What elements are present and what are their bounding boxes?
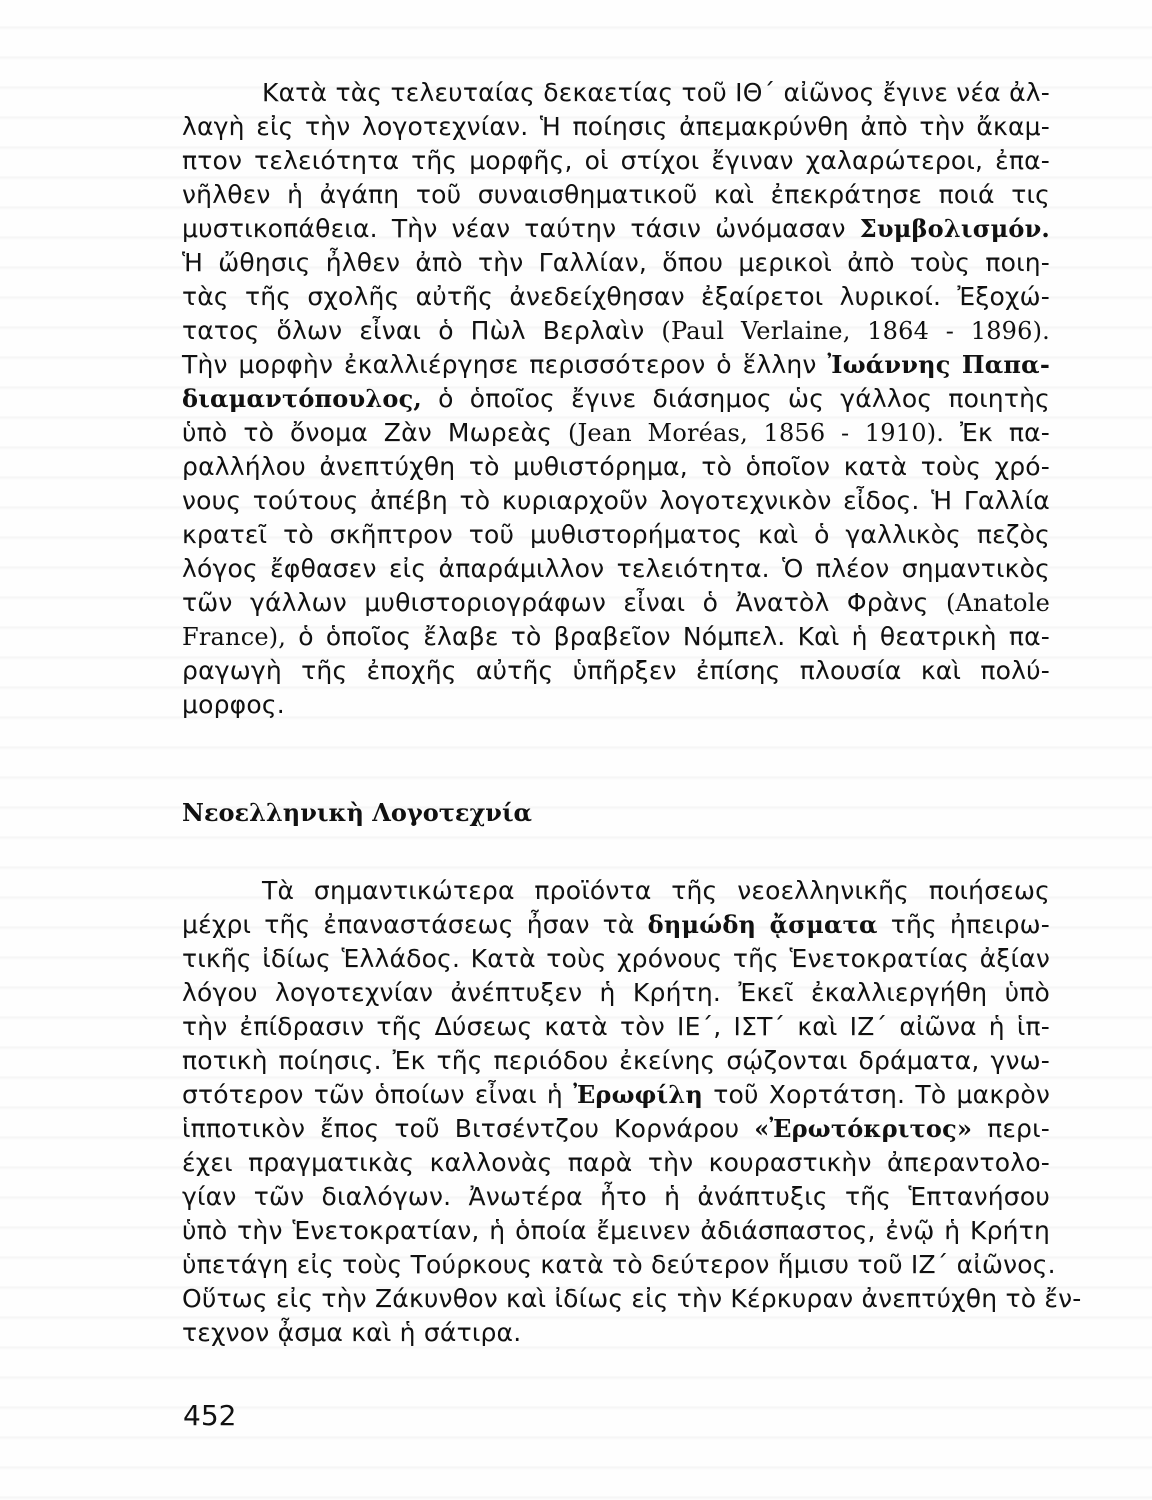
text-line: τεχνον ᾆσμα καὶ ἡ σάτιρα. — [182, 1318, 522, 1347]
page-number: 452 — [183, 1399, 237, 1432]
name-papadiamantopoulos-2: διαμαντόπουλος, — [182, 384, 422, 413]
text-line: κρατεῖ τὸ σκῆπτρον τοῦ μυθιστορήματος καὶ ὁ γαλλικὸς πεζὸς — [182, 520, 1050, 549]
section-heading: Νεοελληνικὴ Λογοτεχνία — [182, 798, 533, 827]
text-fragment: τοῦ Χορτάτση. Τὸ μακρὸν — [703, 1080, 1050, 1109]
text-line — [182, 348, 1050, 382]
text-line: πτον τελειότητα τῆς μορφῆς, οἱ στίχοι ἔγιναν χαλαρώτεροι, ἐπα- — [182, 146, 1050, 175]
text-line — [182, 1112, 1050, 1146]
text-fragment: ἱπποτικὸν ἔπος τοῦ Βιτσέντζου Κορνάρου — [182, 1114, 755, 1143]
text-fragment: μυστικοπάθεια. Τὴν νέαν ταύτην τάσιν ὠνόμασαν — [182, 214, 860, 243]
text-line: νους τούτους ἀπέβη τὸ κυριαρχοῦν λογοτεχνικὸν εἶδος. Ἡ Γαλλία — [182, 486, 1050, 515]
text-line — [182, 212, 1050, 246]
text-line: τὴν ἐπίδρασιν τῆς Δύσεως κατὰ τὸν ΙΕ΄, ΙΣΤ΄ καὶ ΙΖ΄ αἰῶνα ἡ ἱπ- — [182, 1012, 1050, 1041]
text-fragment: ὁ ὁποῖος ἔγινε διάσημος ὡς γάλλος ποιητὴς — [421, 384, 1050, 413]
text-line — [182, 314, 1050, 348]
text-line: ποτικὴ ποίησις. Ἐκ τῆς περιόδου ἐκείνης σῴζονται δράματα, γνω- — [182, 1046, 1050, 1075]
text-fragment: τατος ὅλων εἶναι ὁ Πὼλ Βερλαὶν — [182, 316, 662, 345]
text-line: Οὕτως εἰς τὴν Ζάκυνθον καὶ ἰδίως εἰς τὴν Κέρκυραν ἀνεπτύχθη τὸ ἔν- — [182, 1284, 1082, 1313]
term-symbolism: Συμβολισμόν. — [859, 214, 1050, 243]
text-fragment: στότερον τῶν ὁποίων εἶναι ἡ — [182, 1080, 574, 1109]
text-line: έχει πραγματικὰς καλλονὰς παρὰ τὴν κουραστικὴν ἀπεραντολο- — [182, 1148, 1050, 1177]
text-line: νῆλθεν ἡ ἀγάπη τοῦ συναισθηματικοῦ καὶ ἐπεκράτησε ποιά τις — [182, 180, 1050, 209]
text-line — [182, 416, 1050, 450]
latin-name-moreas: (Jean Moréas, 1856 - 1910). — [568, 419, 945, 447]
text-line: ὑπὸ τὴν Ἑνετοκρατίαν, ἡ ὁποία ἔμεινεν ἀδιάσπαστος, ἐνῷ ἡ Κρήτη — [182, 1216, 1050, 1245]
text-line: Ἡ ὤθησις ἦλθεν ἀπὸ τὴν Γαλλίαν, ὅπου μερικοὶ ἀπὸ τοὺς ποιη- — [182, 248, 1050, 277]
name-papadiamantopoulos-1: Ἰωάννης Παπα- — [827, 350, 1050, 379]
latin-name-france-2: France), — [182, 623, 287, 651]
text-line: τικῆς ἰδίως Ἑλλάδος. Κατὰ τοὺς χρόνους τῆς Ἑνετοκρατίας ἀξίαν — [182, 944, 1050, 973]
text-fragment: ὁ ὁποῖος ἔλαβε τὸ βραβεῖον Νόμπελ. Καὶ ἡ θεατρικὴ πα- — [286, 622, 1050, 651]
text-fragment: ὑπὸ τὸ ὄνομα Ζὰν Μωρεὰς — [182, 418, 569, 447]
text-line: μορφος. — [182, 690, 285, 719]
text-line: Τὰ σημαντικώτερα προϊόντα τῆς νεοελληνικῆς ποιήσεως — [262, 876, 1050, 905]
text-fragment: περι- — [972, 1114, 1050, 1143]
text-line — [182, 620, 1050, 654]
text-line — [182, 382, 1050, 416]
title-erotokritos: «Ἐρωτόκριτος» — [754, 1114, 973, 1143]
text-line: Κατὰ τὰς τελευταίας δεκαετίας τοῦ ΙΘ΄ αἰῶνος ἔγινε νέα ἀλ- — [262, 78, 1050, 107]
text-line — [182, 1078, 1050, 1112]
text-line: ραγωγὴ τῆς ἐποχῆς αὐτῆς ὑπῆρξεν ἐπίσης πλουσία καὶ πολύ- — [182, 656, 1050, 685]
paragraph-modern-greek — [182, 874, 1082, 1350]
text-line: λόγος ἔφθασεν εἰς ἀπαράμιλλον τελειότητα. Ὁ πλέον σημαντικὸς — [182, 554, 1050, 583]
term-folk-songs: δημώδη ᾄσματα — [647, 910, 878, 939]
text-line — [182, 586, 1050, 620]
title-erofili: Ἐρωφίλη — [573, 1080, 704, 1109]
text-line: λόγου λογοτεχνίαν ἀνέπτυξεν ἡ Κρήτη. Ἐκεῖ ἐκαλλιεργήθη ὑπὸ — [182, 978, 1050, 1007]
latin-name-france-1: (Anatole — [945, 589, 1050, 617]
text-fragment: τῶν γάλλων μυθιστοριογράφων εἶναι ὁ Ἀνατὸλ Φρὰνς — [182, 588, 946, 617]
text-line: λαγὴ εἰς τὴν λογοτεχνίαν. Ἡ ποίησις ἀπεμακρύνθη ἀπὸ τὴν ἄκαμ- — [182, 112, 1050, 141]
text-line: ὑπετάγη εἰς τοὺς Τούρκους κατὰ τὸ δεύτερον ἥμισυ τοῦ ΙΖ΄ αἰῶνος. — [182, 1250, 1056, 1279]
text-fragment: μέχρι τῆς ἐπαναστάσεως ἦσαν τὰ — [182, 910, 648, 939]
text-line: τὰς τῆς σχολῆς αὐτῆς ἀνεδείχθησαν ἐξαίρετοι λυρικοί. Ἐξοχώ- — [182, 282, 1050, 311]
text-fragment: Ἐκ πα- — [944, 418, 1050, 447]
text-fragment: τῆς ἠπειρω- — [877, 910, 1050, 939]
paragraph-symbolism — [182, 76, 1050, 722]
text-fragment: Τὴν μορφὴν ἐκαλλιέργησε περισσότερον ὁ ἕλλην — [182, 350, 828, 379]
text-line: ραλλήλου ἀνεπτύχθη τὸ μυθιστόρημα, τὸ ὁποῖον κατὰ τοὺς χρό- — [182, 452, 1050, 481]
text-line — [182, 908, 1050, 942]
text-line: γίαν τῶν διαλόγων. Ἀνωτέρα ἦτο ἡ ἀνάπτυξις τῆς Ἑπτανήσου — [182, 1182, 1050, 1211]
latin-name-verlaine: (Paul Verlaine, 1864 - 1896). — [661, 317, 1050, 345]
